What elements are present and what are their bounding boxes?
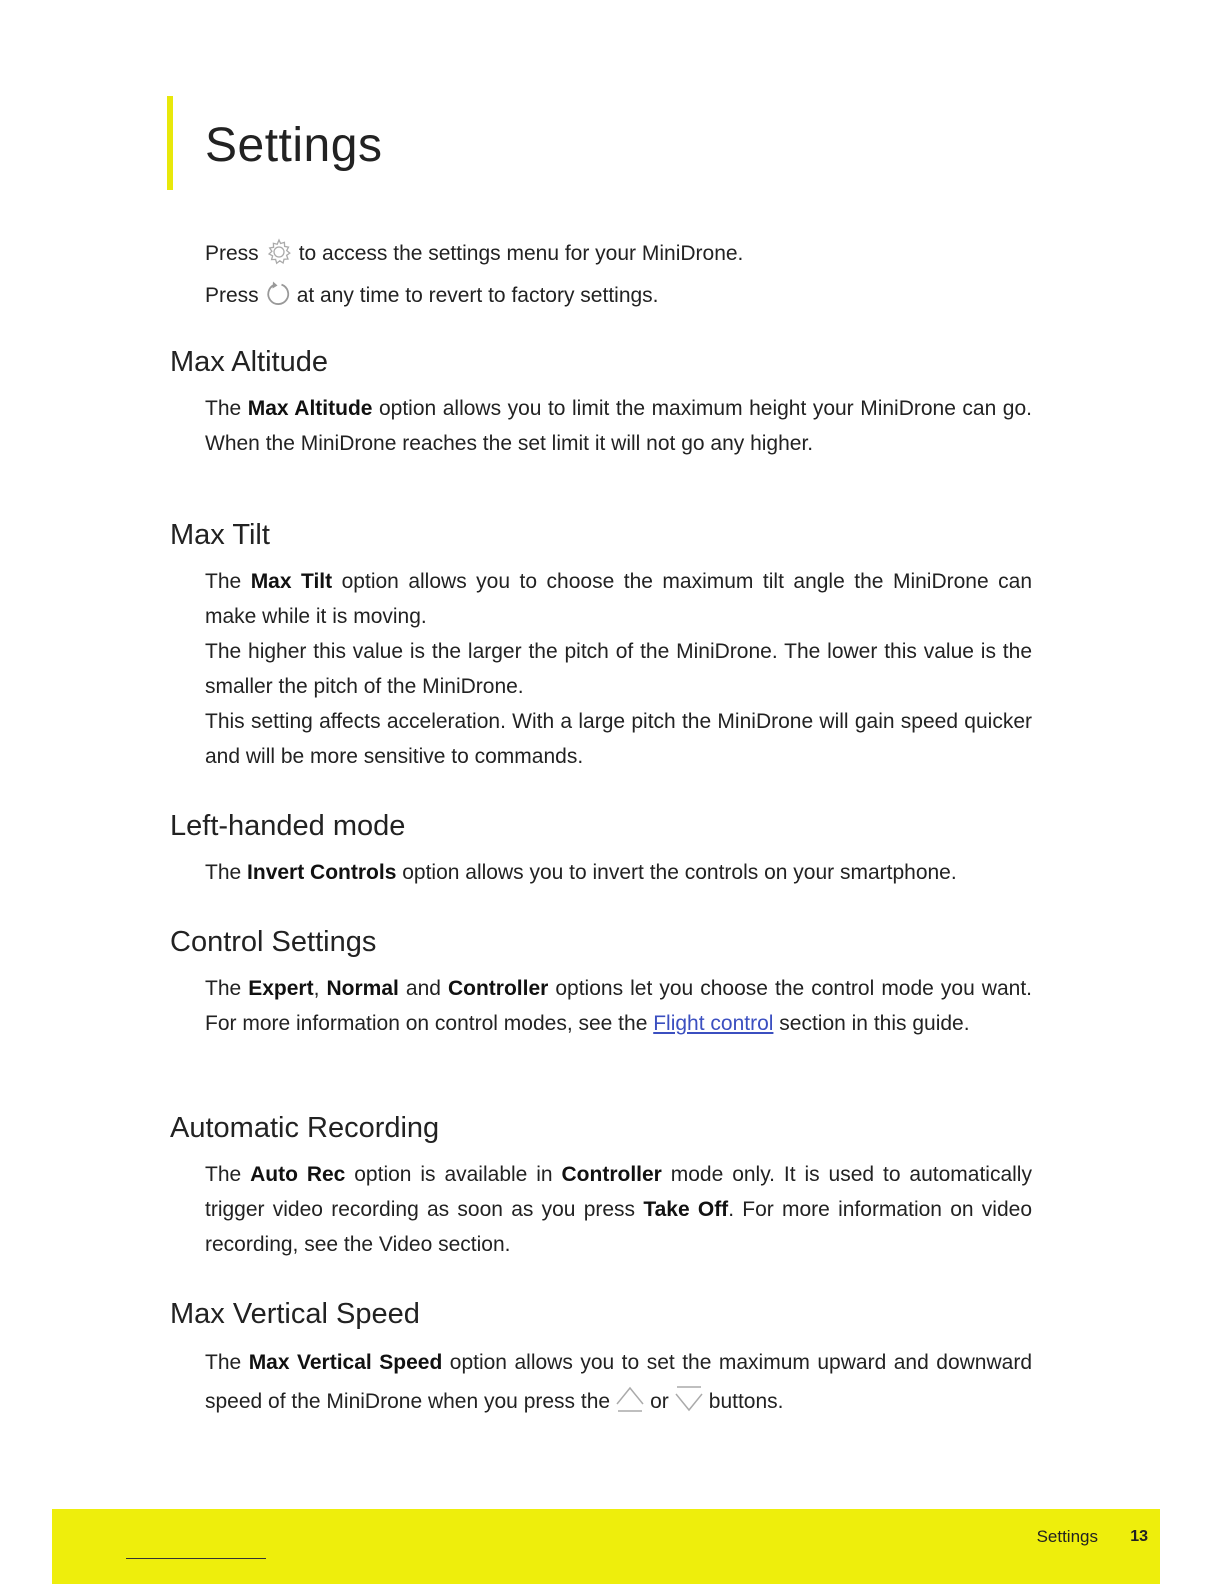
intro-settings-text: to access the settings menu for your MiniDrone. [298, 242, 744, 265]
intro-reset-text: at any time to revert to factory settings. [296, 284, 659, 307]
section-max-tilt [170, 515, 1032, 774]
reset-icon [259, 281, 297, 311]
section-heading: Automatic Recording [170, 1112, 440, 1144]
up-arrow-icon [614, 1384, 646, 1427]
intro-press-label: Press [205, 242, 259, 265]
footer [52, 1509, 1160, 1584]
section-paragraph: The Max Tilt option allows you to choose the maximum tilt angle the MiniDrone can make while it is moving. [205, 570, 1032, 628]
footer-rule [126, 1558, 266, 1559]
section-paragraph: The Max Altitude option allows you to limit the maximum height your MiniDrone can go. When the MiniDrone reaches the set limit it will not go any higher. [205, 397, 1032, 455]
section-heading: Control Settings [170, 926, 377, 958]
section-left-handed-mode [170, 806, 1032, 890]
section-heading: Max Altitude [170, 346, 328, 378]
section-max-vertical-speed [170, 1294, 1032, 1427]
section-max-altitude [170, 342, 1032, 461]
footer-section-label: Settings [1036, 1527, 1098, 1546]
section-heading: Left-handed mode [170, 810, 406, 842]
title-accent-bar [167, 96, 173, 190]
section-control-settings [170, 922, 1032, 1041]
page-title: Settings [205, 119, 383, 172]
section-paragraph: The Expert, Normal and Controller options let you choose the control mode you want. For more information on control modes, see the Flight control section in this guide. [205, 977, 1032, 1035]
section-heading: Max Vertical Speed [170, 1298, 420, 1330]
section-paragraph: The higher this value is the larger the pitch of the MiniDrone. The lower this value is the smaller the pitch of the MiniDrone. [205, 640, 1032, 698]
intro [205, 233, 743, 317]
intro-line-settings [205, 233, 743, 275]
intro-press-label: Press [205, 284, 259, 307]
section-paragraph: The Auto Rec option is available in Controller mode only. It is used to automatically trigger video recording as soon as you press Take Off. For more information on video recording, see the Video section. [205, 1163, 1033, 1256]
section-paragraph: The Invert Controls option allows you to invert the controls on your smartphone. [205, 861, 957, 884]
section-paragraph: This setting affects acceleration. With a large pitch the MiniDrone will gain speed quicker and will be more sensitive to commands. [205, 710, 1032, 768]
section-heading: Max Tilt [170, 519, 270, 551]
section-automatic-recording [170, 1108, 1032, 1262]
flight-control-link[interactable]: Flight control [653, 1012, 774, 1035]
gear-icon [259, 238, 299, 270]
intro-line-reset [205, 275, 743, 317]
down-arrow-icon [673, 1384, 705, 1427]
section-paragraph: The Max Vertical Speed option allows you to set the maximum upward and downward speed of the MiniDrone when you press the or buttons. [205, 1343, 1032, 1427]
page-number: 13 [1130, 1528, 1148, 1545]
